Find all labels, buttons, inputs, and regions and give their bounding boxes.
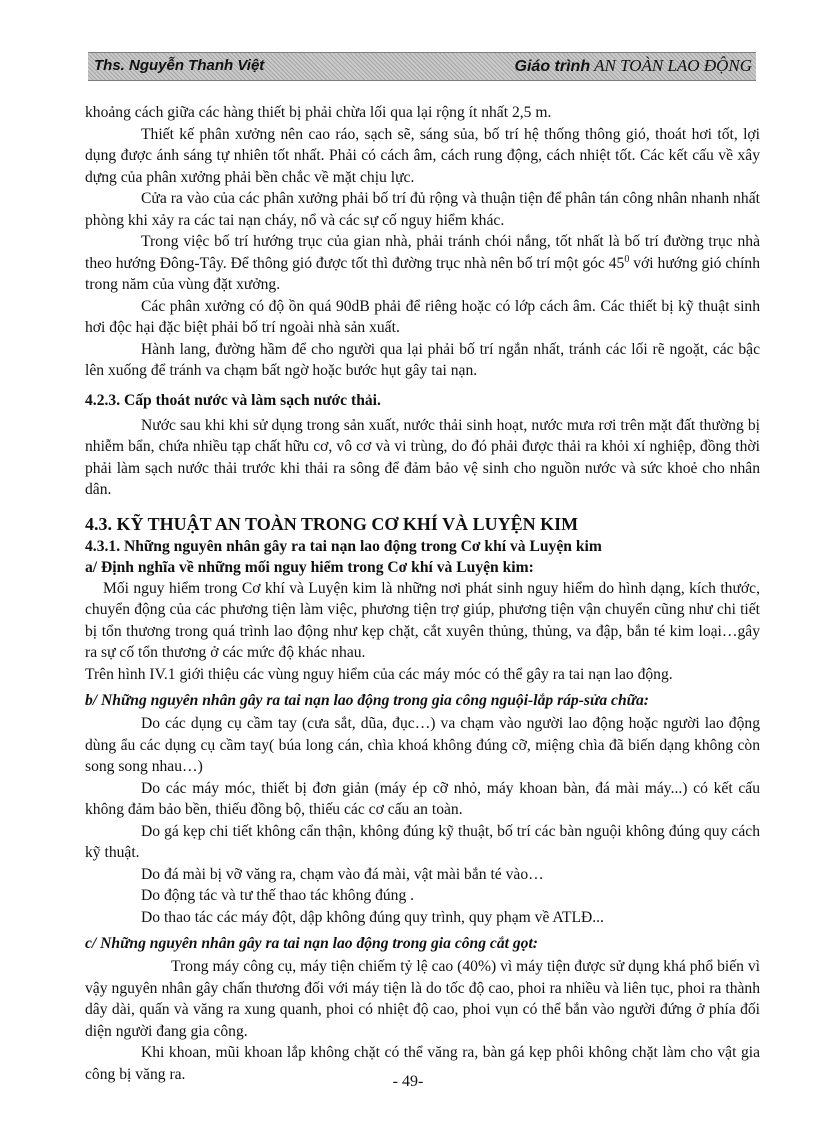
list-item: Do thao tác các máy đột, dập không đúng quy trình, quy phạm về ATLĐ... — [141, 908, 604, 926]
heading-c-causes-machining: c/ Những nguyên nhân gây ra tai nạn lao động trong gia công cắt gọt: — [85, 935, 538, 952]
paragraph: Trên hình IV.1 giới thiệu các vùng nguy hiểm của các máy móc có thể gây ra tai nạn lao động. — [85, 665, 673, 683]
paragraph: Cửa ra vào của các phân xưởng phải bố trí đủ rộng và thuận tiện để phân tán công nhân nhanh nhất phòng khi xảy ra các tai nạn cháy, nổ và các sự cố nguy hiểm khác. — [85, 190, 760, 229]
paragraph-text: với hướng gió chính trong năm của vùng đặt xưởng. — [85, 254, 760, 293]
list-item: Trong máy công cụ, máy tiện chiếm tỷ lệ cao (40%) vì máy tiện được sử dụng khá phổ biến vì vậy nguyên nhân gây chấn thương đối với máy tiện là do tốc độ cao, phoi ra nhiều và liên tục, phoi ra thành dây dài, quấn và văng ra xung quanh, phoi có nhiệt độ cao, phoi vụn có thể bắn vào người đứng ở phía đối diện người đang gia công. — [85, 958, 760, 1040]
page-number: - 49- — [392, 1073, 424, 1090]
paragraph: Hành lang, đường hầm để cho người qua lại phải bố trí ngắn nhất, tránh các lối rẽ ngoặt, các bậc lên xuống để tránh va chạm bất ngờ hoặc bước hụt gây tai nạn. — [85, 340, 760, 379]
paragraph: Nước sau khi khi sử dụng trong sản xuất, nước thải sinh hoạt, nước mưa rơi trên mặt đất thường bị nhiễm bẩn, chứa nhiều tạp chất hữu cơ, vô cơ và vi trùng, do đó phải được thải ra khỏi xí nghiệp, đồng thời phải làm sạch nước thải trước khi thải ra sông để đảm bảo vệ sinh cho nguồn nước và sức khoẻ cho nhân dân. — [85, 416, 760, 498]
header-course-label: Giáo trình — [514, 58, 591, 75]
running-header — [88, 52, 756, 81]
paragraph: Các phân xưởng có độ ồn quá 90dB phải để riêng hoặc có lớp cách âm. Các thiết bị kỹ thuật sinh hơi độc hại đặc biệt phải bố trí ngoài nhà sản xuất. — [85, 297, 760, 336]
section-heading-4-3: 4.3. KỸ THUẬT AN TOÀN TRONG CƠ KHÍ VÀ LUYỆN KIM — [85, 513, 579, 534]
section-heading-4-2-3: 4.2.3. Cấp thoát nước và làm sạch nước thải. — [85, 391, 381, 409]
header-course-title: AN TOÀN LAO ĐỘNG — [594, 56, 752, 75]
heading-a-definition: a/ Định nghĩa về những mối nguy hiểm trong Cơ khí và Luyện kim: — [85, 558, 534, 576]
list-item: Khi khoan, mũi khoan lắp không chặt có thể văng ra, bàn gá kẹp phôi không chặt làm cho vật gia công bị văng ra. — [85, 1044, 760, 1083]
header-course — [515, 56, 752, 76]
header-author: Ths. Nguyễn Thanh Việt — [94, 57, 265, 74]
list-item: Do các máy móc, thiết bị đơn giản (máy ép cỡ nhỏ, máy khoan bàn, đá mài máy...) có kết cấu không đảm bảo bền, thiếu đồng bộ, thiếu các cơ cấu an toàn. — [85, 779, 760, 818]
heading-b-causes-fitting: b/ Những nguyên nhân gây ra tai nạn lao động trong gia công nguội-lắp ráp-sửa chữa: — [85, 692, 649, 709]
degree-superscript: 0 — [624, 253, 630, 265]
paragraph: Thiết kế phân xưởng nên cao ráo, sạch sẽ, sáng sủa, bố trí hệ thống thông gió, thoát hơi tốt, lợi dụng được ánh sáng tự nhiên tốt nhất. Phải có cách âm, cách rung động, cách nhiệt tốt. Các kết cấu về xây dựng của phân xưởng phải bền chắc về mặt chịu lực. — [85, 125, 760, 186]
list-item: Do gá kẹp chi tiết không cẩn thận, không đúng kỹ thuật, bố trí các bàn nguội không đúng quy cách kỹ thuật. — [85, 822, 760, 861]
list-item: Do động tác và tư thế thao tác không đúng . — [141, 887, 415, 904]
paragraph — [85, 231, 760, 296]
list-item: Do đá mài bị vỡ văng ra, chạm vào đá mài, vật mài bắn té vào… — [141, 865, 544, 883]
page-content — [85, 102, 760, 1085]
subsection-heading-4-3-1: 4.3.1. Những nguyên nhân gây ra tai nạn lao động trong Cơ khí và Luyện kim — [85, 537, 602, 555]
paragraph: khoảng cách giữa các hàng thiết bị phải chừa lối qua lại rộng ít nhất 2,5 m. — [85, 104, 552, 121]
paragraph-text: Trong việc bố trí hướng trục của gian nhà, phải tránh chói nắng, tốt nhất là bố trí đường trục nhà theo hướng Đông-Tây. Để thông gió được tốt thì đường trục nhà nên bố trí một góc 45 — [85, 233, 760, 272]
list-item: Do các dụng cụ cầm tay (cưa sắt, dũa, đục…) va chạm vào người lao động hoặc người lao động dùng ẩu các dụng cụ cầm tay( búa long cán, chìa khoá không đúng cỡ, miệng chìa đã biến dạng không còn song song nhau…) — [85, 715, 760, 775]
paragraph: Mối nguy hiểm trong Cơ khí và Luyện kim là những nơi phát sinh nguy hiểm do hình dạng, kích thước, chuyển động của các phương tiện làm việc, phương tiện trợ giúp, phương tiện vận chuyển cũng như chi tiết bị tổn thương trong quá trình lao động như kẹp chặt, cắt xuyên thủng, thủng, va đập, bắn té kim loại…gây ra sự cố tổn thương ở các mức độ khác nhau. — [85, 579, 760, 661]
